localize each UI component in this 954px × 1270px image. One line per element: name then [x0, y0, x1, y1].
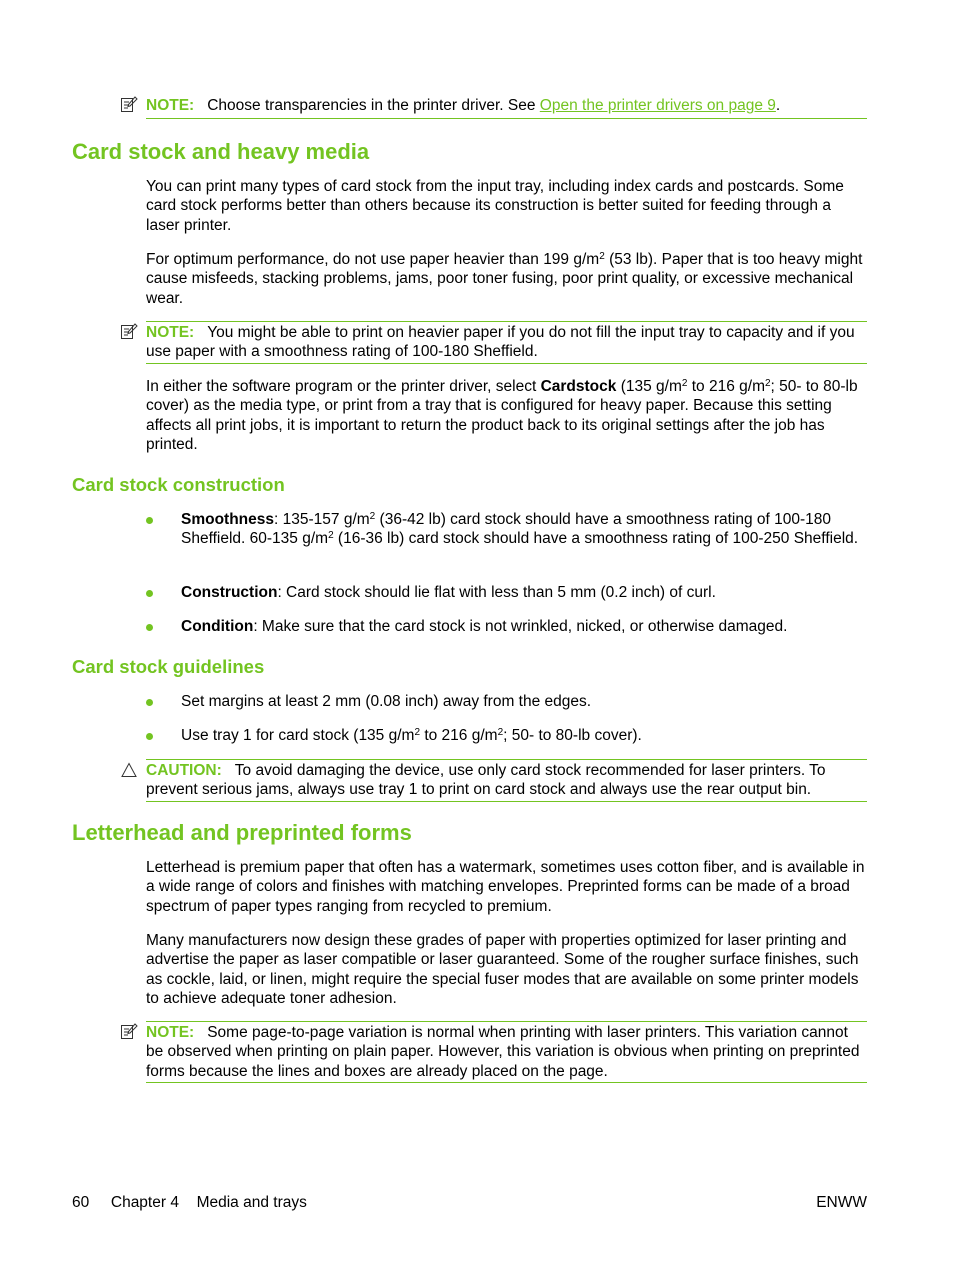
text: to 216 g/m [687, 378, 765, 395]
text: In either the software program or the printer driver, select [146, 378, 541, 395]
caution-icon [121, 762, 137, 778]
superscript: 2 [681, 378, 688, 389]
bullet-icon [146, 699, 153, 706]
term: Construction [181, 584, 278, 601]
caution-card-stock [146, 759, 867, 802]
note-label: NOTE: [146, 97, 195, 114]
heading-card-stock-heavy-media: Card stock and heavy media [72, 139, 370, 164]
text: : 135-157 g/m [274, 511, 370, 528]
heading-card-stock-construction: Card stock construction [72, 474, 285, 495]
note-icon [120, 323, 138, 341]
superscript: 2 [328, 530, 334, 542]
term: Smoothness [181, 511, 275, 528]
paragraph-text: Many manufacturers now design these grades of paper with properties optimized for laser printing and advertise the paper as laser compatible or laser guaranteed. Some of the rougher surface finishes, such as cockle, laid, or linen, might require the special fuser modes that are available on some printer models to achieve adequate toner adhesion. [146, 932, 859, 1007]
note-icon [120, 1023, 138, 1041]
paragraph-card-stock-intro [146, 177, 867, 235]
text: Set margins at least 2 mm (0.08 inch) away from the edges. [181, 693, 592, 710]
page-footer-left [72, 1193, 307, 1212]
text: ; 50- to 80-lb cover) as the media type, or print from a tray that is configured for heavy paper. Because this setting affects all print jobs, it is important to return the product back to its original settings after the job has printed. [146, 378, 858, 453]
note-transparencies [146, 96, 867, 119]
text: to 216 g/m [420, 727, 498, 744]
page-footer-right: ENWW [816, 1194, 867, 1211]
text: : Make sure that the card stock is not wrinkled, nicked, or otherwise damaged. [253, 618, 788, 635]
note-text-end: . [775, 97, 781, 114]
note-text: You might be able to print on heavier paper if you do not fill the input tray to capacity and if you use paper with a smoothness rating of 100-180 Sheffield. [146, 324, 855, 361]
page-number: 60 [72, 1194, 90, 1211]
caution-label: CAUTION: [146, 762, 222, 779]
chapter-title: Media and trays [196, 1194, 307, 1211]
superscript: 2 [497, 727, 504, 738]
list-item-margins [181, 692, 867, 711]
paragraph-letterhead-intro [146, 858, 867, 916]
list-item-condition [181, 617, 867, 636]
text: ; 50- to 80-lb cover). [503, 727, 642, 744]
note-icon [120, 96, 138, 114]
text: (135 g/m [616, 378, 682, 395]
text: (16-36 lb) card stock should have a smoothness rating of 100-250 Sheffield. [333, 530, 859, 548]
text: (53 lb). Paper that is too heavy might cause misfeeds, stacking problems, jams, poor toner fusing, poor print quality, or excessive mechanical wear. [146, 251, 863, 307]
caution-text: To avoid damaging the device, use only card stock recommended for laser printers. To prevent serious jams, always use tray 1 to print on card stock and always use the rear output bin. [146, 762, 826, 799]
text: For optimum performance, do not use paper heavier than 199 g/m [146, 251, 600, 268]
bullet-icon [146, 733, 153, 740]
text: Use tray 1 for card stock (135 g/m [181, 727, 415, 744]
note-label: NOTE: [146, 324, 195, 341]
list-item-smoothness [181, 510, 867, 549]
paragraph-select-cardstock [146, 377, 867, 454]
text: (36-42 lb) card stock should have a smoothness rating of 100-180 Sheffield. 60-135 g/m [181, 511, 832, 548]
bullet-icon [146, 517, 153, 524]
bullet-icon [146, 624, 153, 631]
superscript: 2 [369, 511, 376, 522]
paragraph-text: You can print many types of card stock from the input tray, including index cards and postcards. Some card stock performs better than others because its construction is better suited for feeding through a laser printer. [146, 178, 844, 234]
term: Condition [181, 618, 254, 635]
heading-card-stock-guidelines: Card stock guidelines [72, 656, 265, 677]
text: : Card stock should lie flat with less than 5 mm (0.2 inch) of curl. [277, 584, 716, 601]
open-printer-drivers-link[interactable]: Open the printer drivers on page 9 [539, 97, 776, 114]
list-item-tray1 [181, 726, 867, 745]
list-item-construction [181, 583, 867, 602]
note-label: NOTE: [146, 1024, 195, 1041]
note-page-variation [146, 1021, 867, 1083]
heading-letterhead-preprinted-forms: Letterhead and preprinted forms [72, 820, 412, 845]
superscript: 2 [414, 727, 421, 738]
note-text: Choose transparencies in the printer driver. See [207, 97, 540, 114]
note-heavier-paper [146, 321, 867, 364]
superscript: 2 [599, 251, 605, 262]
chapter-number: Chapter 4 [110, 1194, 179, 1211]
paragraph-text: Letterhead is premium paper that often has a watermark, sometimes uses cotton fiber, and is available in a wide range of colors and finishes with matching envelopes. Preprinted forms can be made of a broad spectrum of paper types ranging from recycled to premium. [146, 859, 865, 915]
cardstock-term: Cardstock [540, 378, 617, 395]
note-text: Some page-to-page variation is normal when printing with laser printers. This variation cannot be observed when printing on plain paper. However, this variation is obvious when printing on preprinted forms because the lines and boxes are already placed on the page. [146, 1024, 860, 1080]
paragraph-optimum-performance [146, 250, 867, 308]
bullet-icon [146, 590, 153, 597]
paragraph-manufacturers [146, 931, 867, 1008]
superscript: 2 [764, 378, 771, 389]
